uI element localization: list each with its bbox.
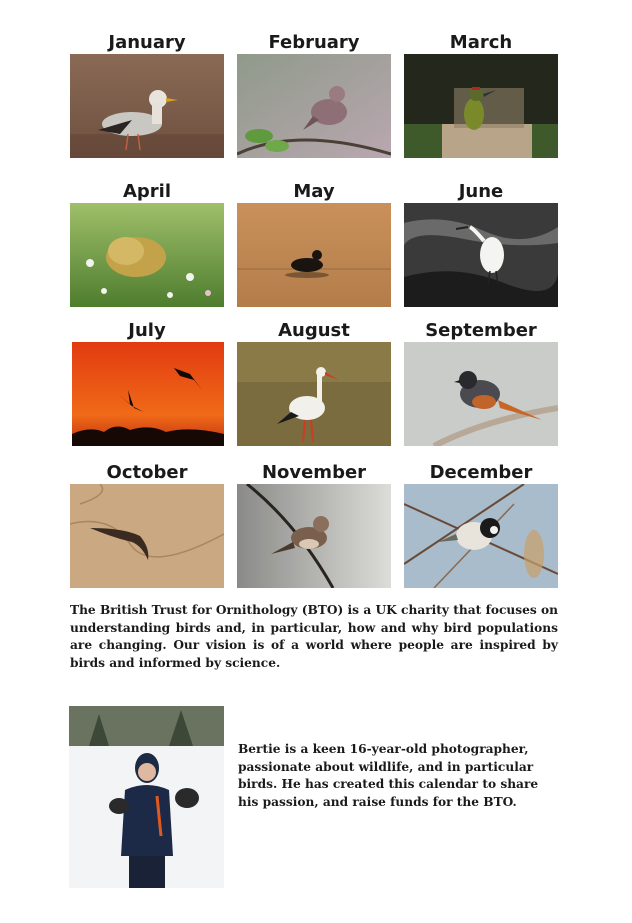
gull-photo-icon bbox=[70, 54, 224, 158]
month-may bbox=[237, 181, 391, 307]
month-july bbox=[70, 320, 224, 446]
month-december bbox=[404, 462, 558, 588]
month-label: November bbox=[261, 462, 367, 483]
woodpecker-photo-icon bbox=[404, 54, 558, 158]
month-august bbox=[237, 320, 391, 446]
month-september bbox=[404, 320, 558, 446]
month-february bbox=[237, 32, 391, 158]
month-october bbox=[70, 462, 224, 588]
month-label: August bbox=[278, 320, 350, 341]
redstart-photo-icon bbox=[404, 342, 558, 446]
month-january bbox=[70, 32, 224, 158]
photographer-photo-icon bbox=[69, 706, 224, 888]
month-april bbox=[70, 181, 224, 307]
month-label: October bbox=[106, 462, 188, 483]
month-label: December bbox=[429, 462, 533, 483]
month-label: January bbox=[108, 32, 186, 53]
egret-photo-icon bbox=[404, 203, 558, 307]
stork-photo-icon bbox=[237, 342, 391, 446]
month-label: September bbox=[425, 320, 537, 341]
birds-in-flight-photo-icon bbox=[70, 342, 224, 446]
dove-photo-icon bbox=[237, 54, 391, 158]
month-label: February bbox=[268, 32, 360, 53]
month-march bbox=[404, 32, 558, 158]
intro-text: The British Trust for Ornithology (BTO) is a UK charity that focuses on understanding birds and, in particular, how and why bird populations are changing. Our vision is of a world where people are inspired by birds and informed by science. bbox=[70, 603, 558, 670]
author-bio: Bertie is a keen 16-year-old photographer, passionate about wildlife, and in particular birds. He has created this calendar to share his passion, and raise funds for the BTO. bbox=[238, 742, 539, 809]
tit-photo-icon bbox=[404, 484, 558, 588]
month-june bbox=[404, 181, 558, 307]
gosling-photo-icon bbox=[70, 203, 224, 307]
month-november bbox=[237, 462, 391, 588]
swift-photo-icon bbox=[70, 484, 224, 588]
month-label: May bbox=[293, 181, 335, 202]
month-label: June bbox=[458, 181, 504, 202]
month-label: April bbox=[122, 181, 172, 202]
coot-photo-icon bbox=[237, 203, 391, 307]
month-label: July bbox=[128, 320, 166, 341]
month-label: March bbox=[449, 32, 513, 53]
flycatcher-photo-icon bbox=[237, 484, 391, 588]
